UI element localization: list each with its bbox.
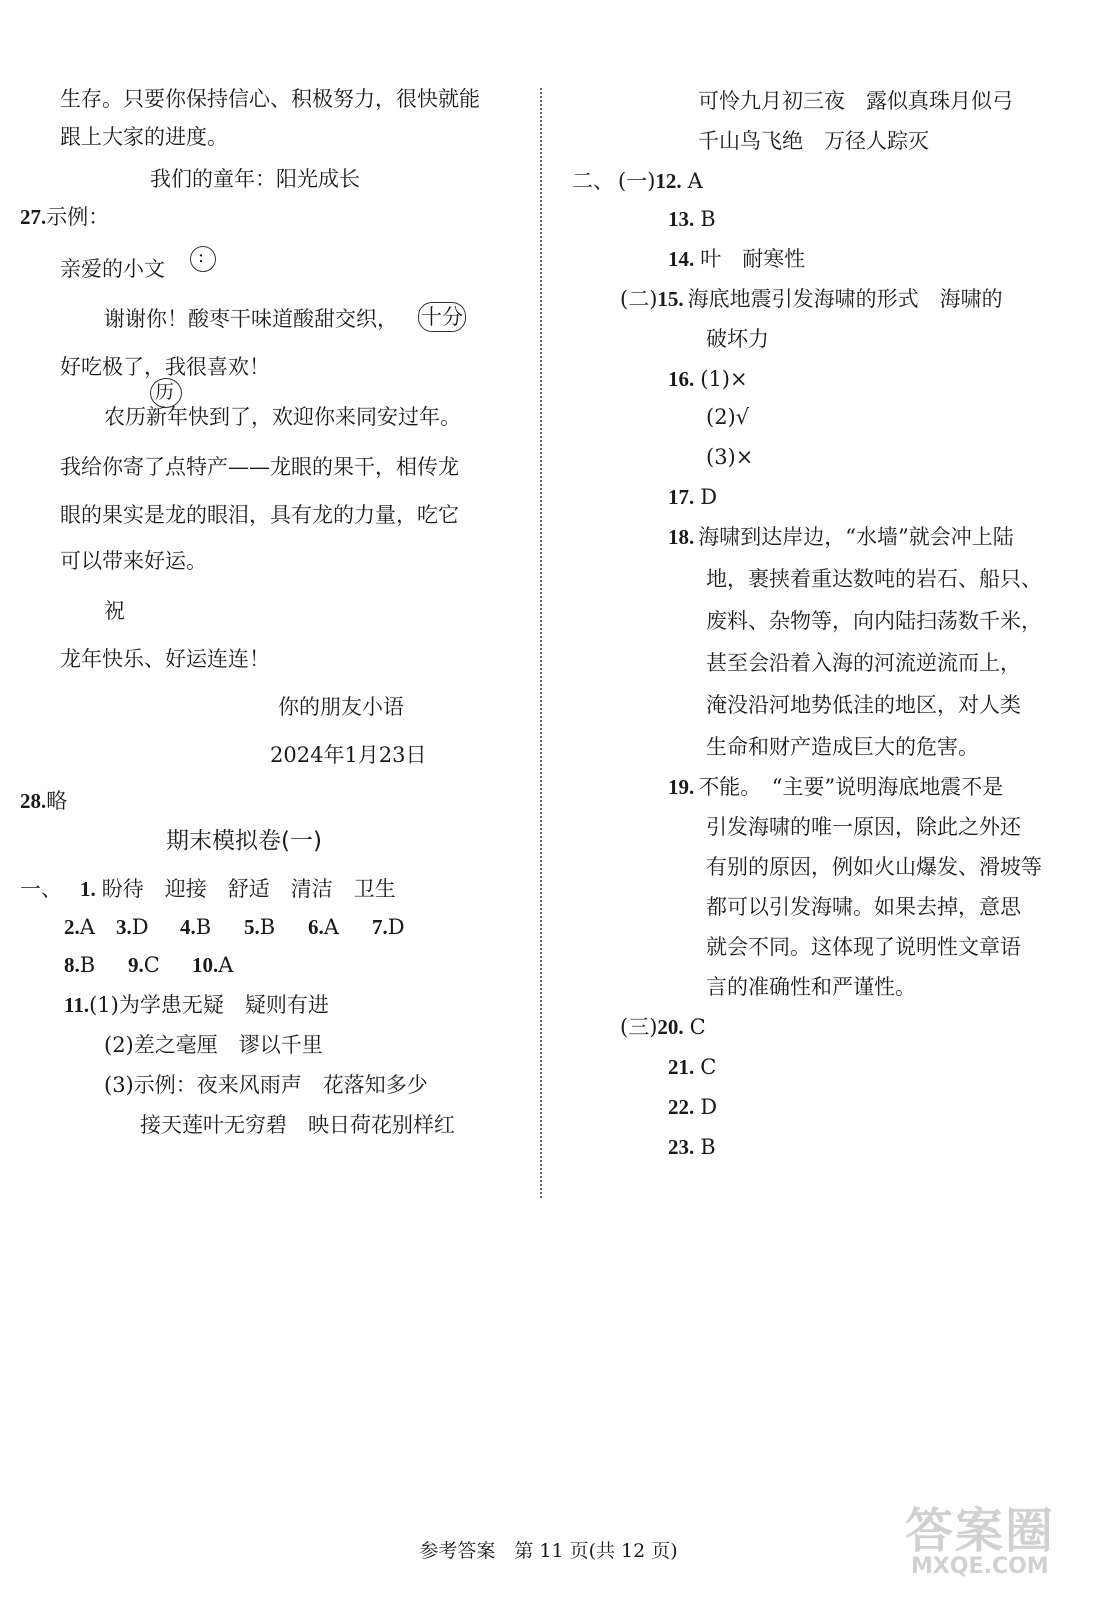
question-17 xyxy=(668,484,717,510)
text-line: 生存。只要你保持信心、积极努力，很快就能 xyxy=(60,87,480,111)
letter-line: 眼的果实是龙的眼泪，具有龙的力量，吃它 xyxy=(60,503,459,527)
section-title: 期末模拟卷(一) xyxy=(166,828,322,854)
question-number: 27. xyxy=(20,205,47,229)
letter-greeting: 亲爱的小文 xyxy=(60,257,165,281)
letter-line: 我给你寄了点特产——龙眼的果干，相传龙 xyxy=(60,455,459,479)
answer-text: (1)× xyxy=(700,367,748,391)
answer-text: (3)× xyxy=(706,445,754,469)
question-number: 28. xyxy=(20,789,47,813)
answer-text: 都可以引发海啸。如果去掉，意思 xyxy=(706,895,1021,919)
question-number: 6. xyxy=(308,915,324,939)
correction-mark: 十分 xyxy=(421,305,463,329)
question-number: 15. xyxy=(657,287,684,311)
letter-line: 农历新年快到了，欢迎你来同安过年。 xyxy=(104,405,461,429)
answer-text: C xyxy=(700,1055,717,1079)
answer-text: A xyxy=(687,169,703,193)
answer-text: 废料、杂物等，向内陆扫荡数千米， xyxy=(706,609,1042,633)
question-13 xyxy=(668,206,716,232)
answer-text: 不能。 “主要”说明海底地震不是 xyxy=(698,775,1004,799)
question-number: 21. xyxy=(668,1055,695,1079)
answer-text: (1)为学患无疑 疑则有进 xyxy=(89,993,329,1017)
answer-text: 示例： xyxy=(46,205,110,229)
answer-text: 引发海啸的唯一原因，除此之外还 xyxy=(706,815,1021,839)
question-number: 1. xyxy=(80,877,96,901)
correction-mark: : xyxy=(198,246,205,267)
question-number: 9. xyxy=(128,953,144,977)
answer-text: B xyxy=(700,1135,716,1159)
question-15 xyxy=(620,286,1003,312)
answer-text: D xyxy=(700,485,718,509)
column-divider xyxy=(540,88,542,1198)
question-21 xyxy=(668,1054,716,1080)
answer-text: B xyxy=(259,915,276,939)
answer-text: 淹没沿河地势低洼的地区，对人类 xyxy=(706,693,1021,717)
question-number: 10. xyxy=(192,953,219,977)
question-18 xyxy=(668,524,1014,550)
answer-text: (2)√ xyxy=(706,405,750,429)
answer-text: 叶 耐寒性 xyxy=(700,247,806,271)
answer-text: 言的准确性和严谨性。 xyxy=(706,975,916,999)
poem-line: 可怜九月初三夜 露似真珠月似弓 xyxy=(698,89,1013,113)
question-number: 19. xyxy=(668,775,695,799)
letter-line: 可以带来好运。 xyxy=(60,549,207,573)
answer-text: 接天莲叶无穷碧 映日荷花别样红 xyxy=(140,1113,455,1137)
letter-line: 祝 xyxy=(104,599,125,623)
question-number: 12. xyxy=(655,169,682,193)
correction-mark: 历 xyxy=(155,381,175,403)
question-number: 3. xyxy=(116,915,132,939)
answer-text: 地，裹挟着重达数吨的岩石、船只、 xyxy=(706,567,1042,591)
answer-text: 略 xyxy=(46,789,68,813)
answer-text: 破坏力 xyxy=(706,327,769,351)
question-number: 23. xyxy=(668,1135,695,1159)
question-number: 17. xyxy=(668,485,695,509)
page-footer: 参考答案 第 11 页(共 12 页) xyxy=(419,1540,678,1562)
essay-title: 我们的童年：阳光成长 xyxy=(150,167,360,191)
question-14 xyxy=(668,246,805,272)
letter-line: 好吃极了，我很喜欢！ xyxy=(60,355,270,379)
question-number: 11. xyxy=(64,993,90,1017)
question-20 xyxy=(620,1014,706,1040)
question-number: 20. xyxy=(657,1015,684,1039)
answer-text: C xyxy=(143,953,160,977)
answer-text: A xyxy=(323,915,339,939)
answer-text: 海啸到达岸边，“水墙”就会冲上陆 xyxy=(698,525,1014,549)
answer-text: D xyxy=(387,915,405,939)
question-19 xyxy=(668,774,1003,800)
question-27 xyxy=(20,204,109,230)
answer-text: A xyxy=(218,953,234,977)
question-1 xyxy=(20,876,396,902)
poem-line: 千山鸟飞绝 万径人踪灭 xyxy=(698,129,929,153)
answer-row xyxy=(64,914,436,940)
question-number: 16. xyxy=(668,367,695,391)
subsection-label: (二) xyxy=(620,287,658,311)
question-number: 14. xyxy=(668,247,695,271)
answer-text: 海底地震引发海啸的形式 海啸的 xyxy=(687,287,1003,311)
question-number: 2. xyxy=(64,915,80,939)
subsection-label: (三) xyxy=(620,1015,658,1039)
question-16 xyxy=(668,366,748,392)
text-line: 跟上大家的进度。 xyxy=(60,125,228,149)
letter-line: 龙年快乐、好运连连！ xyxy=(60,647,270,671)
watermark-logo xyxy=(905,1492,1085,1588)
answer-text: B xyxy=(195,915,212,939)
answer-text: 就会不同。这体现了说明性文章语 xyxy=(706,935,1021,959)
question-number: 5. xyxy=(244,915,260,939)
answer-text: 生命和财产造成巨大的危害。 xyxy=(706,735,979,759)
question-11 xyxy=(64,992,329,1018)
watermark-url: MXQE.COM xyxy=(911,1554,1049,1579)
answer-text: D xyxy=(700,1095,718,1119)
answer-text: (2)差之毫厘 谬以千里 xyxy=(104,1033,323,1057)
question-28 xyxy=(20,788,67,814)
answer-text: 甚至会沿着入海的河流逆流而上， xyxy=(706,651,1021,675)
answer-text: A xyxy=(79,915,95,939)
question-number: 8. xyxy=(64,953,80,977)
section-label: 一、 xyxy=(20,877,62,901)
watermark-text: 答案圈 xyxy=(905,1503,1056,1559)
answer-text: B xyxy=(79,953,96,977)
answer-text: C xyxy=(689,1015,706,1039)
letter-line: 谢谢你！酸枣干味道酸甜交织， xyxy=(104,307,398,331)
question-number: 22. xyxy=(668,1095,695,1119)
letter-date: 2024年1月23日 xyxy=(270,743,427,767)
answer-text: 有别的原因，例如火山爆发、滑坡等 xyxy=(706,855,1042,879)
question-23 xyxy=(668,1134,716,1160)
question-22 xyxy=(668,1094,717,1120)
answer-text: B xyxy=(700,207,716,231)
answer-row xyxy=(64,952,256,978)
answer-text: (3)示例：夜来风雨声 花落知多少 xyxy=(104,1073,428,1097)
question-12 xyxy=(572,168,703,194)
answer-text: D xyxy=(131,915,149,939)
question-number: 13. xyxy=(668,207,695,231)
subsection-label: (一) xyxy=(618,169,656,193)
section-label: 二、 xyxy=(572,169,614,193)
letter-signature: 你的朋友小语 xyxy=(278,695,404,719)
question-number: 18. xyxy=(668,525,695,549)
answer-text: 盼待 迎接 舒适 清洁 卫生 xyxy=(101,877,396,901)
question-number: 7. xyxy=(372,915,388,939)
question-number: 4. xyxy=(180,915,196,939)
